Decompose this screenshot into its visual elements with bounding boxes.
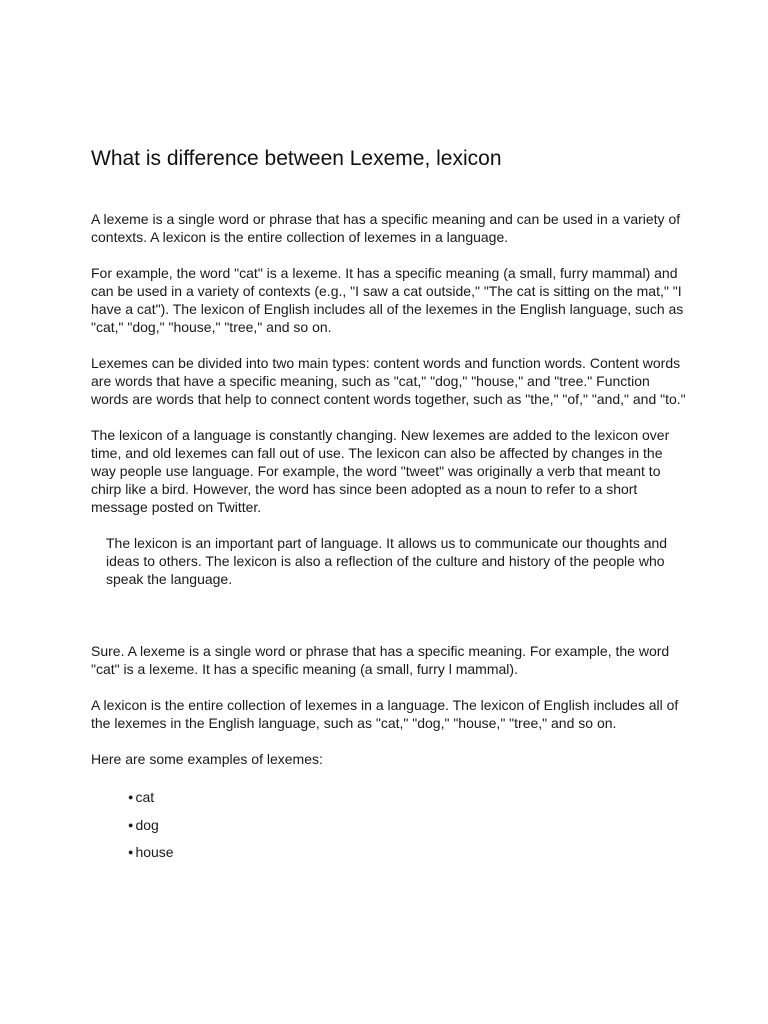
paragraph-types: Lexemes can be divided into two main types: content words and function words. Content words are words that have a specific meaning, such as "cat," "dog," "house," and "tree." Function words are words that help to connect content words together, such as "the," "of," "and," and "to." (91, 355, 686, 407)
paragraph-definition: A lexeme is a single word or phrase that has a specific meaning and can be used in a variety of contexts. A lexicon is the entire collection of lexemes in a language. (91, 211, 681, 245)
list-item (128, 816, 691, 834)
list-item-label: dog (135, 816, 159, 833)
list-item (128, 843, 691, 861)
document-page (91, 146, 691, 871)
paragraph-followup-lexeme: Sure. A lexeme is a single word or phrase that has a specific meaning. For example, the word "cat" is a lexeme. It has a specific meaning (a small, furry l mammal). (91, 643, 670, 677)
bullet-icon: ● (128, 819, 134, 830)
list-item-label: house (135, 844, 174, 860)
bullet-icon: ● (128, 847, 134, 857)
list-item-label: cat (135, 789, 155, 805)
document-title: What is difference between Lexeme, lexicon (91, 147, 502, 170)
paragraph-example: For example, the word "cat" is a lexeme. It has a specific meaning (a small, furry mammal) and can be used in a variety of contexts (e.g., "I saw a cat outside," "The cat is sitting on the mat," "I have a cat"). The lexicon of English includes all of the lexemes in the English language, such as "cat," "dog," "house," "tree," and so on. (91, 265, 684, 335)
examples-list (91, 788, 691, 861)
bullet-icon: ● (128, 792, 134, 802)
paragraph-examples-intro: Here are some examples of lexemes: (91, 751, 323, 767)
paragraph-changing: The lexicon of a language is constantly changing. New lexemes are added to the lexicon over time, and old lexemes can fall out of use. The lexicon can also be affected by changes in the way people use language. For example, the word "tweet" was originally a verb that meant to chirp like a bird. However, the word has since been adopted as a noun to refer to a short message posted on Twitter. (91, 427, 670, 515)
paragraph-followup-lexicon: A lexicon is the entire collection of lexemes in a language. The lexicon of English includes all of the lexemes in the English language, such as "cat," "dog," "house," "tree," and so on. (91, 697, 679, 731)
list-item (128, 788, 691, 806)
indented-quote: The lexicon is an important part of language. It allows us to communicate our thoughts and ideas to others. The lexicon is also a reflection of the culture and history of the people who speak the language. (106, 535, 668, 587)
